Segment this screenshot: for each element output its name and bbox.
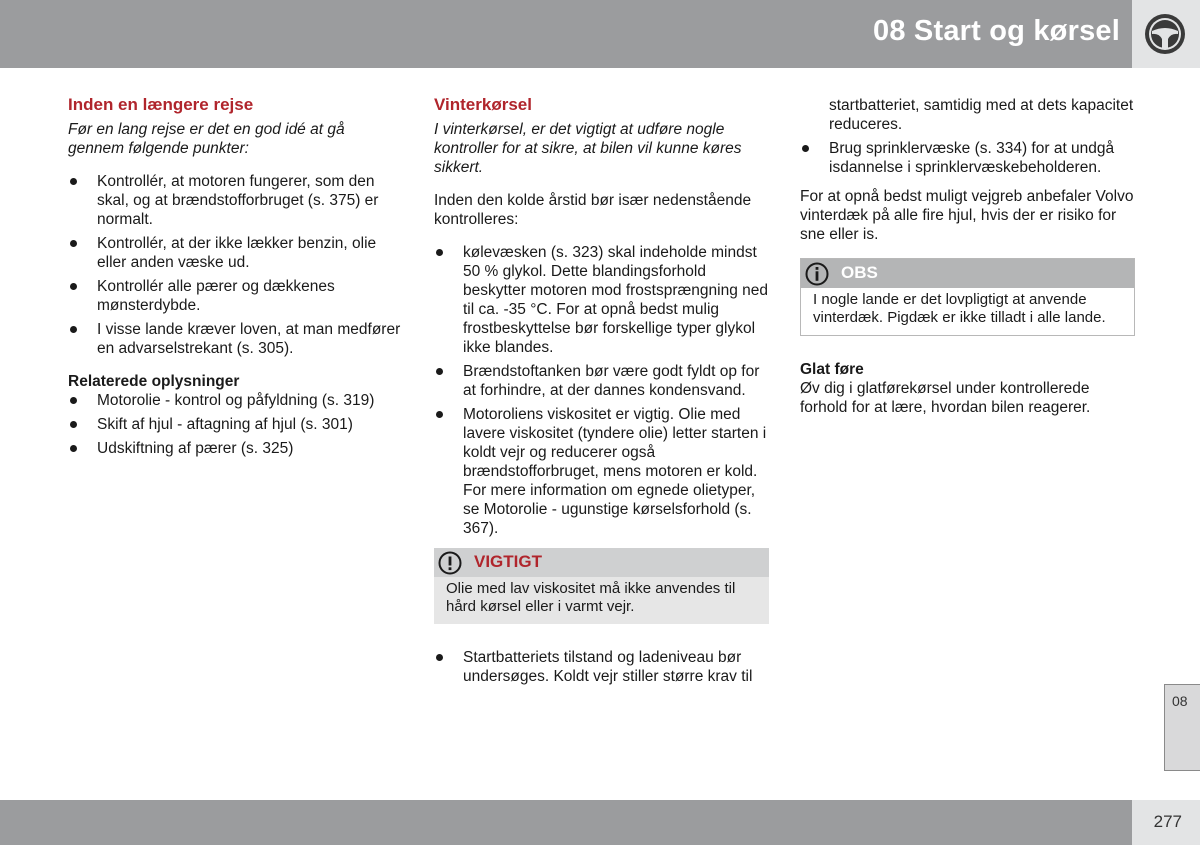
list-item: Brændstoftanken bør være godt fyldt op for at forhindre, at der dannes kondensvand.: [434, 362, 769, 400]
warning-box: [434, 548, 769, 624]
list-item: Motoroliens viskositet er vigtig. Olie med lavere viskositet (tyndere olie) letter starten i koldt vejr og reducerer også brændstofforbruget, mens motoren er kold. For mere information om egnede olietyper, se Motorolie - ugunstige kørselsforhold (s. 367).: [434, 405, 769, 538]
section-heading: Inden en længere rejse: [68, 95, 254, 114]
related-heading: Relaterede oplysninger: [68, 373, 240, 390]
related-link[interactable]: Motorolie - kontrol og påfyldning (s. 319): [68, 391, 403, 410]
note-header: [801, 259, 1134, 288]
page-number: 277: [1153, 812, 1182, 831]
note-text: I nogle lande er det lovpligtigt at anvende vinterdæk. Pigdæk er ikke tilladt i alle lande.: [813, 291, 1106, 326]
list-item: kølevæsken (s. 323) skal indeholde mindst 50 % glykol. Dette blandingsforhold beskytter motoren mod frostsprængning ned til ca. -35 °C. For at opnå bedst mulig frostbeskyttelse bør forskellige typer glykol ikke blandes.: [434, 243, 769, 357]
exclamation-circle-icon: [438, 551, 462, 575]
page-header: [0, 0, 1200, 68]
warning-header: [434, 548, 769, 577]
paragraph: For at opnå bedst muligt vejgreb anbefaler Volvo vinterdæk på alle fire hjul, hvis der er risiko for sne eller is.: [800, 188, 1134, 243]
paragraph: Inden den kolde årstid bør især nedenstående kontrolleres:: [434, 192, 752, 228]
list-item: Kontrollér alle pærer og dækkenes mønsterdybde.: [68, 277, 403, 315]
list-item-continued: startbatteriet, samtidig med at dets kapacitet reduceres.: [829, 97, 1134, 133]
related-list: [68, 391, 403, 458]
section-heading: Vinterkørsel: [434, 95, 532, 114]
warning-text: Olie med lav viskositet må ikke anvendes til hård kørsel eller i varmt vejr.: [446, 580, 736, 615]
warning-label: VIGTIGT: [474, 552, 542, 571]
column-winter-driving: [434, 94, 769, 696]
info-circle-icon: [805, 262, 829, 286]
list-item: I visse lande kræver loven, at man medfører en advarselstrekant (s. 305).: [68, 320, 403, 358]
page-footer: [0, 800, 1200, 845]
related-link[interactable]: Skift af hjul - aftagning af hjul (s. 301): [68, 415, 403, 434]
subsection-heading: Glat føre: [800, 361, 864, 378]
chapter-title: 08 Start og kørsel: [873, 15, 1120, 47]
paragraph: Øv dig i glatførekørsel under kontrollerede forhold for at lære, hvordan bilen reagerer.: [800, 380, 1091, 416]
chapter-number: 08: [1172, 693, 1188, 709]
checklist: [68, 172, 403, 358]
checklist-continued: [800, 96, 1135, 177]
column-continued: [800, 96, 1135, 431]
section-intro: Før en lang rejse er det en god idé at gå gennem følgende punkter:: [68, 121, 345, 157]
winter-checklist-continued: [434, 648, 769, 686]
winter-checklist: [434, 243, 769, 538]
list-item: Startbatteriets tilstand og ladeniveau bør undersøges. Koldt vejr stiller større krav til: [434, 648, 769, 686]
column-before-long-trip: [68, 94, 403, 468]
note-label: OBS: [841, 263, 878, 282]
steering-wheel-icon: [1143, 12, 1187, 56]
chapter-side-tab: [1164, 684, 1200, 771]
related-link[interactable]: Udskiftning af pærer (s. 325): [68, 439, 403, 458]
section-intro: I vinterkørsel, er det vigtigt at udføre nogle kontroller for at sikre, at bilen vil kunne køres sikkert.: [434, 121, 742, 176]
list-item: Brug sprinklervæske (s. 334) for at undgå isdannelse i sprinklervæskebeholderen.: [800, 139, 1135, 177]
list-item: Kontrollér, at der ikke lækker benzin, olie eller anden væske ud.: [68, 234, 403, 272]
note-box: [800, 258, 1135, 336]
list-item: Kontrollér, at motoren fungerer, som den skal, og at brændstofforbruget (s. 375) er normalt.: [68, 172, 403, 229]
